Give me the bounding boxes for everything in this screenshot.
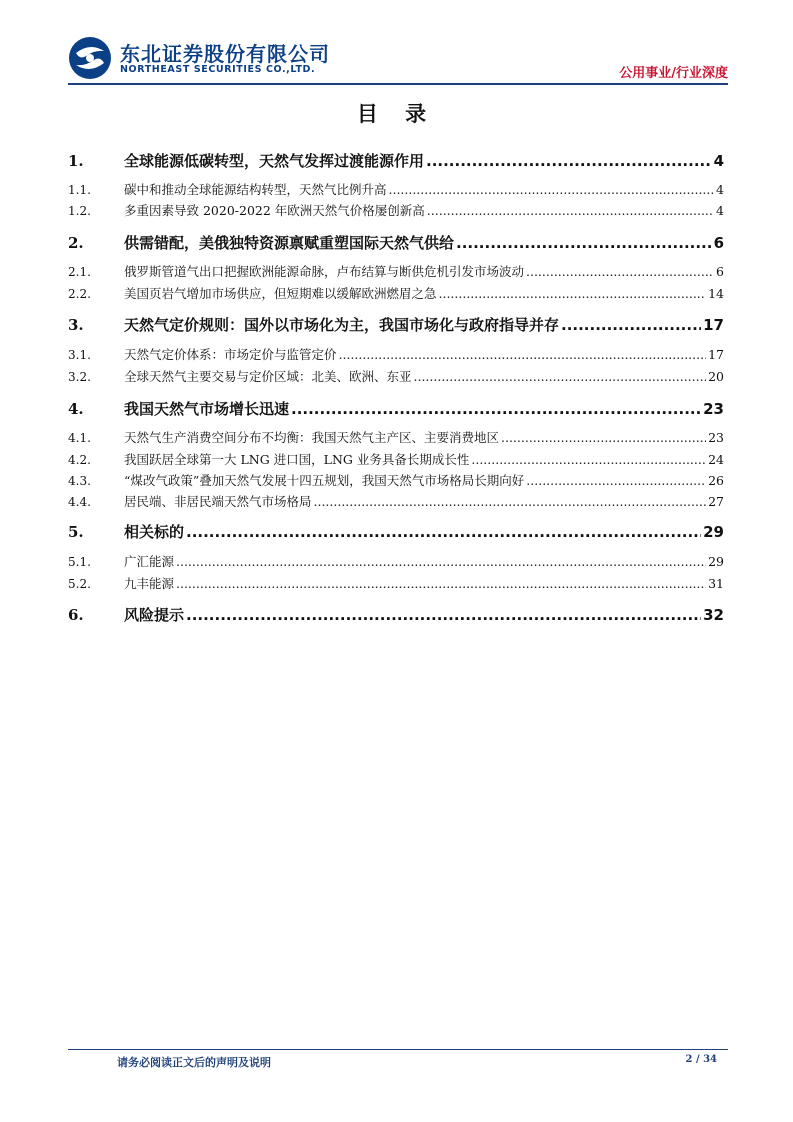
toc-entry-page: 31: [708, 576, 724, 591]
toc-entry-number: 1.1.: [68, 183, 91, 197]
toc-dot-leader: [439, 286, 707, 301]
toc-entry-number: 1.: [68, 152, 84, 170]
toc-entry-title: 相关标的: [124, 523, 185, 541]
toc-entry-page: 4: [713, 152, 724, 170]
toc-entry-page: 17: [703, 316, 724, 334]
toc-entry-page: 29: [708, 554, 724, 569]
toc-entry-page: 4: [716, 182, 724, 197]
toc-entry-title: “煤改气政策”叠加天然气发展十四五规划，我国天然气市场格局长期向好: [124, 473, 525, 488]
toc-entry-number: 2.: [68, 234, 84, 252]
toc-entry-title: 天然气生产消费空间分布不均衡：我国天然气主产区、主要消费地区: [124, 430, 500, 445]
toc-entry-number: 2.2.: [68, 287, 91, 301]
toc-entry-number: 3.: [68, 316, 84, 334]
toc-entry-number: 5.: [68, 523, 84, 541]
toc-section-entry[interactable]: [68, 232, 724, 253]
toc-entry-title: 我国跃居全球第一大 LNG 进口国，LNG 业务具备长期成长性: [124, 452, 470, 467]
toc-dot-leader: [339, 347, 707, 362]
header-divider: [68, 83, 728, 85]
toc-dot-leader: [389, 182, 715, 197]
toc-subsection-entry[interactable]: [68, 574, 724, 592]
toc-subsection-entry[interactable]: [68, 450, 724, 468]
toc-subsection-entry[interactable]: [68, 492, 724, 510]
page-header: [68, 34, 728, 84]
page-number: 2 / 34: [685, 1054, 717, 1065]
toc-entry-title: 美国页岩气增加市场供应，但短期难以缓解欧洲燃眉之急: [124, 286, 437, 301]
toc-entry-title: 供需错配，美俄独特资源禀赋重塑国际天然气供给: [124, 234, 455, 252]
toc-dot-leader: [427, 203, 714, 218]
toc-entry-number: 6.: [68, 606, 84, 624]
toc-subsection-entry[interactable]: [68, 345, 724, 363]
company-logo-icon: [68, 36, 112, 80]
toc-section-entry[interactable]: [68, 314, 724, 335]
toc-entry-page: 32: [703, 606, 724, 624]
footer-divider: [68, 1049, 728, 1050]
toc-entry-title: 多重因素导致 2020-2022 年欧洲天然气价格屡创新高: [124, 203, 425, 218]
toc-entry-number: 4.2.: [68, 453, 91, 467]
toc-subsection-entry[interactable]: [68, 552, 724, 570]
toc-entry-number: 4.4.: [68, 495, 91, 509]
toc-entry-number: 4.: [68, 400, 84, 418]
toc-dot-leader: [314, 494, 707, 509]
toc-entry-page: 4: [716, 203, 724, 218]
toc-entry-page: 14: [708, 286, 724, 301]
toc-entry-number: 4.3.: [68, 474, 91, 488]
toc-entry-page: 29: [703, 523, 724, 541]
toc-entry-title: 九丰能源: [124, 576, 175, 591]
toc-entry-page: 6: [713, 234, 724, 252]
toc-subsection-entry[interactable]: [68, 367, 724, 385]
toc-entry-page: 6: [716, 264, 724, 279]
toc-entry-title: 俄罗斯管道气出口把握欧洲能源命脉，卢布结算与断供危机引发市场波动: [124, 264, 525, 279]
toc-entry-number: 2.1.: [68, 265, 91, 279]
toc-title: 目 录: [356, 102, 437, 126]
toc-entry-number: 5.1.: [68, 555, 91, 569]
toc-dot-leader: [456, 234, 712, 252]
toc-entry-title: 居民端、非居民端天然气市场格局: [124, 494, 312, 509]
toc-dot-leader: [186, 523, 701, 541]
toc-section-entry[interactable]: [68, 150, 724, 171]
toc-entry-page: 23: [703, 400, 724, 418]
toc-dot-leader: [426, 152, 712, 170]
toc-section-entry[interactable]: [68, 604, 724, 625]
toc-dot-leader: [414, 369, 707, 384]
toc-subsection-entry[interactable]: [68, 471, 724, 489]
toc-subsection-entry[interactable]: [68, 262, 724, 280]
toc-entry-page: 20: [708, 369, 724, 384]
toc-entry-title: 碳中和推动全球能源结构转型，天然气比例升高: [124, 182, 387, 197]
toc-dot-leader: [501, 430, 706, 445]
toc-entry-page: 23: [708, 430, 724, 445]
toc-subsection-entry[interactable]: [68, 201, 724, 219]
toc-entry-number: 5.2.: [68, 577, 91, 591]
toc-dot-leader: [526, 473, 706, 488]
toc-entry-title: 全球能源低碳转型，天然气发挥过渡能源作用: [124, 152, 425, 170]
toc-dot-leader: [526, 264, 714, 279]
toc-entry-number: 3.2.: [68, 370, 91, 384]
toc-dot-leader: [176, 576, 706, 591]
toc-dot-leader: [561, 316, 701, 334]
toc-entry-page: 27: [708, 494, 724, 509]
toc-entry-page: 17: [708, 347, 724, 362]
toc-entry-title: 风险提示: [124, 606, 185, 624]
toc-section-entry[interactable]: [68, 398, 724, 419]
toc-entry-number: 3.1.: [68, 348, 91, 362]
toc-entry-title: 全球天然气主要交易与定价区域：北美、欧洲、东亚: [124, 369, 412, 384]
toc-entry-number: 1.2.: [68, 204, 91, 218]
toc-subsection-entry[interactable]: [68, 180, 724, 198]
report-category: 公用事业/行业深度: [619, 66, 728, 81]
footer-disclaimer: 请务必阅读正文后的声明及说明: [117, 1056, 271, 1069]
toc-subsection-entry[interactable]: [68, 284, 724, 302]
toc-subsection-entry[interactable]: [68, 428, 724, 446]
toc-entry-title: 我国天然气市场增长迅速: [124, 400, 290, 418]
toc-entry-page: 26: [708, 473, 724, 488]
company-name-en: NORTHEAST SECURITIES CO.,LTD.: [120, 64, 316, 75]
toc-dot-leader: [176, 554, 706, 569]
toc-entry-title: 广汇能源: [124, 554, 175, 569]
toc-section-entry[interactable]: [68, 521, 724, 542]
toc-entry-title: 天然气定价体系：市场定价与监管定价: [124, 347, 337, 362]
toc-dot-leader: [186, 606, 701, 624]
toc-entry-number: 4.1.: [68, 431, 91, 445]
company-name-cn: 东北证券股份有限公司: [120, 42, 330, 66]
toc-entry-page: 24: [708, 452, 724, 467]
toc-entry-title: 天然气定价规则：国外以市场化为主，我国市场化与政府指导并存: [124, 316, 560, 334]
toc-dot-leader: [471, 452, 706, 467]
toc-dot-leader: [291, 400, 701, 418]
